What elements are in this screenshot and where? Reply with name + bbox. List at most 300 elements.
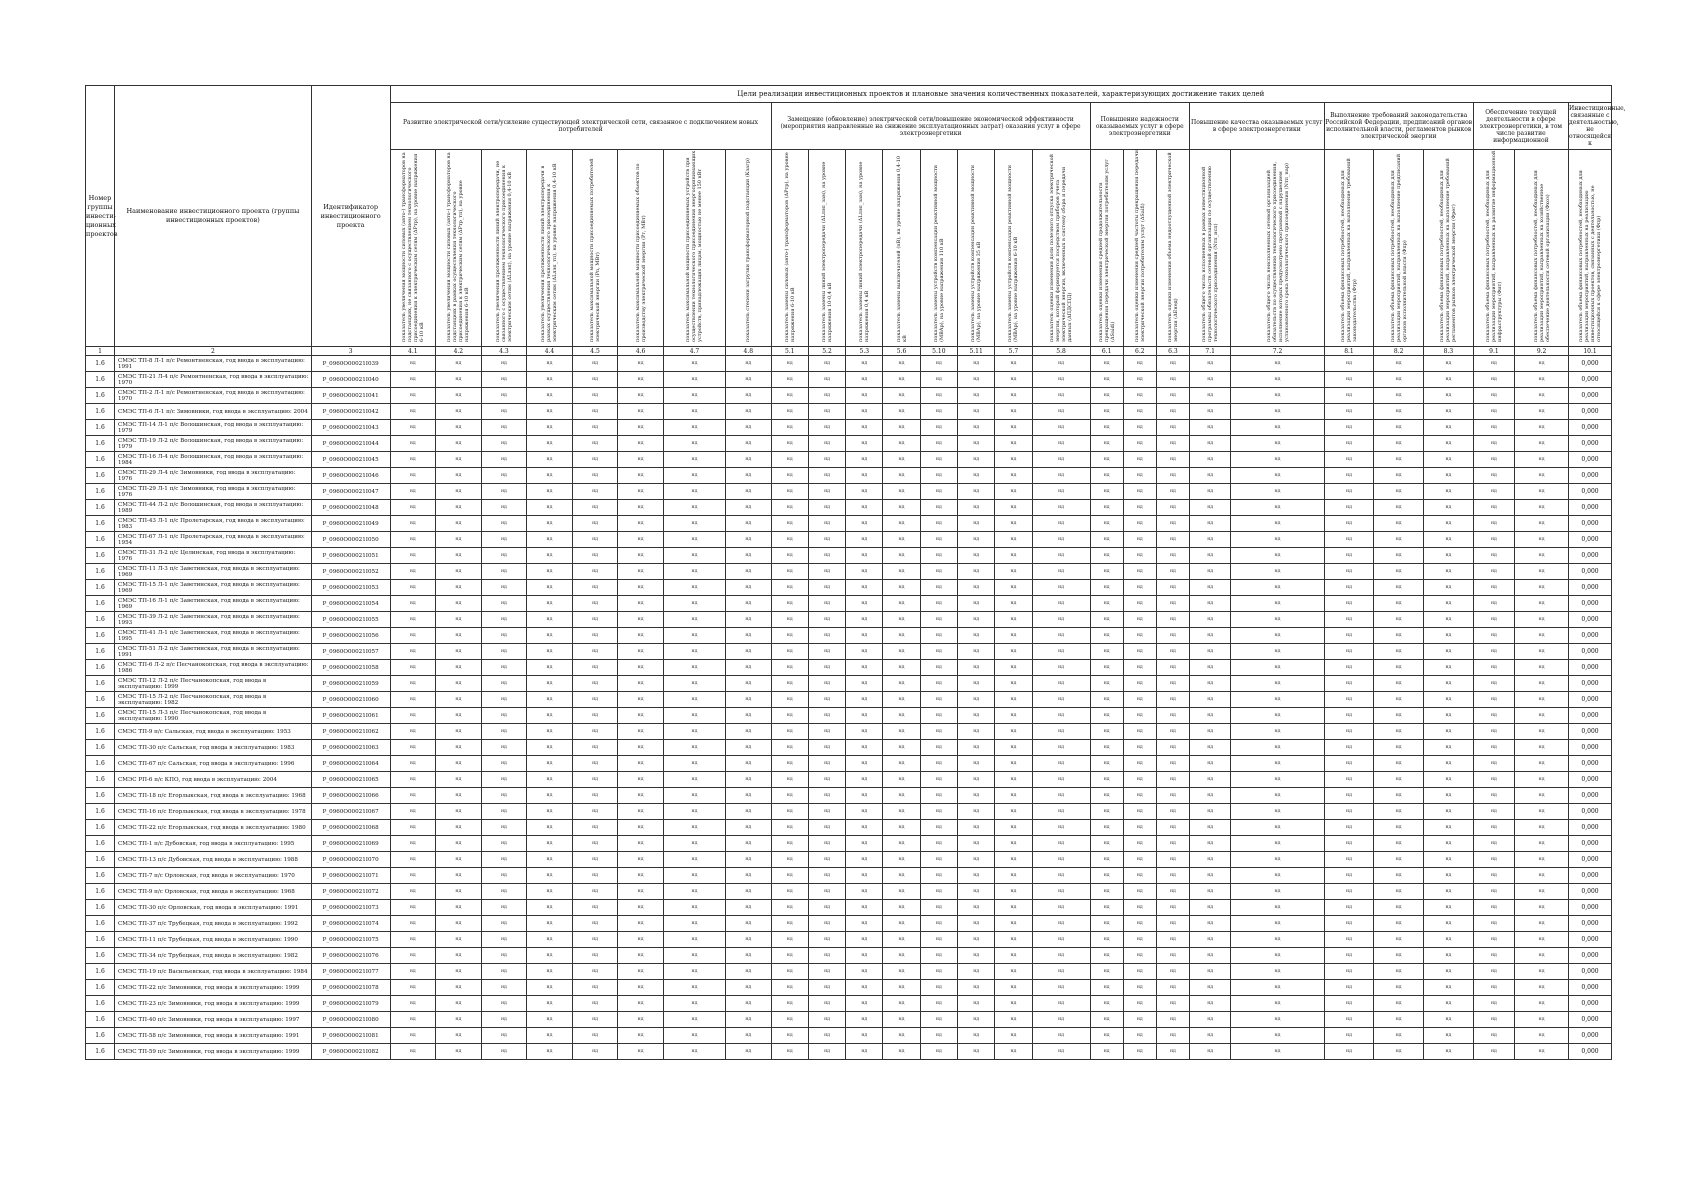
- indicator-value-cell: нд: [1515, 356, 1569, 372]
- indicator-value-cell: нд: [436, 820, 482, 836]
- indicator-value-cell: нд: [846, 820, 883, 836]
- indicator-value-cell: нд: [1156, 948, 1189, 964]
- indicator-value-cell: нд: [1324, 516, 1374, 532]
- indicator-value-cell: нд: [572, 468, 618, 484]
- header-row-super: [86, 86, 1612, 103]
- indicator-value-cell: нд: [436, 388, 482, 404]
- project-id-cell: P_0960O00021I081: [311, 1028, 390, 1044]
- indicator-value-cell: нд: [1189, 580, 1230, 596]
- indicator-value-cell: нд: [726, 452, 772, 468]
- indicator-value-cell: нд: [808, 932, 845, 948]
- indicator-value-cell: нд: [618, 516, 664, 532]
- indicator-value-cell: нд: [1473, 772, 1514, 788]
- project-id-cell: P_0960O00021I072: [311, 884, 390, 900]
- indicator-value-cell: нд: [1374, 852, 1424, 868]
- column-number: 4.1: [390, 347, 436, 356]
- column-number: 2: [115, 347, 312, 356]
- project-name-cell: СМЭС ТП-41 Л-1 п/с Заветинская, год ввода в эксплуатацию: 1995: [115, 628, 312, 644]
- indicator-header: [1189, 150, 1230, 347]
- indicator-value-cell: нд: [846, 516, 883, 532]
- indicator-value-cell: нд: [808, 724, 845, 740]
- indicator-value-cell: нд: [1032, 676, 1090, 692]
- table-row: [86, 660, 1612, 676]
- indicator-value-cell: нд: [1189, 436, 1230, 452]
- indicator-value-cell: нд: [1189, 1044, 1230, 1060]
- indicator-value-cell: нд: [846, 868, 883, 884]
- indicator-value-cell: нд: [663, 532, 725, 548]
- indicator-value-cell: нд: [1424, 612, 1474, 628]
- indicator-value-cell: нд: [958, 852, 995, 868]
- table-row: [86, 644, 1612, 660]
- indicator-value-cell: нд: [436, 516, 482, 532]
- indicator-value-cell: нд: [1424, 836, 1474, 852]
- indicator-value-cell: нд: [1123, 820, 1156, 836]
- investment-indicators-table: [85, 85, 1626, 1060]
- indicator-value-cell: нд: [618, 1028, 664, 1044]
- indicator-value-cell: нд: [771, 1012, 808, 1028]
- indicator-value-cell: нд: [958, 468, 995, 484]
- indicator-value-cell: нд: [481, 900, 527, 916]
- indicator-value-cell: нд: [1515, 532, 1569, 548]
- indicator-value-cell: нд: [1231, 820, 1324, 836]
- indicator-value-cell: нд: [663, 1012, 725, 1028]
- indicator-value-cell: нд: [481, 516, 527, 532]
- indicator-value-cell: нд: [883, 1044, 920, 1060]
- indicator-header-text: показатель максимальной мощности присоединяемых объектов по производству электрической энергии (Pг, МВт): [634, 163, 647, 342]
- indicator-value-cell: нд: [1424, 916, 1474, 932]
- indicator-value-cell: нд: [390, 596, 436, 612]
- indicator-value-cell: нд: [883, 356, 920, 372]
- indicator-value-cell: нд: [1324, 980, 1374, 996]
- indicator-value-cell: нд: [481, 772, 527, 788]
- indicator-value-cell: нд: [1515, 484, 1569, 500]
- indicator-value-cell: нд: [995, 708, 1032, 724]
- indicator-value-cell: нд: [1473, 660, 1514, 676]
- indicator-value-cell: нд: [1032, 580, 1090, 596]
- indicator-value-cell: нд: [1156, 532, 1189, 548]
- project-name-cell: СМЭС ТП-2 Л-1 п/с Ремонтненская, год ввода в эксплуатацию: 1970: [115, 388, 312, 404]
- indicator-value-cell: нд: [846, 1028, 883, 1044]
- indicator-value-cell: нд: [663, 788, 725, 804]
- indicator-value-cell: нд: [771, 980, 808, 996]
- indicator-value-cell: нд: [572, 596, 618, 612]
- project-id-cell: P_0960O00021I044: [311, 436, 390, 452]
- indicator-value-cell: нд: [1032, 404, 1090, 420]
- indicator-value-cell: нд: [663, 548, 725, 564]
- indicator-value-cell: нд: [920, 548, 957, 564]
- indicator-value-cell: нд: [1231, 468, 1324, 484]
- indicator-value-cell: нд: [920, 756, 957, 772]
- indicator-value-cell: нд: [1032, 964, 1090, 980]
- group-number-cell: 1.6: [86, 564, 115, 580]
- indicator-value-cell: нд: [1424, 660, 1474, 676]
- project-id-cell: P_0960O00021I049: [311, 516, 390, 532]
- indicator-value-cell: нд: [995, 468, 1032, 484]
- indicator-value-cell: нд: [1473, 612, 1514, 628]
- indicator-value-cell: нд: [1090, 948, 1123, 964]
- indicator-value-cell: нд: [958, 1012, 995, 1028]
- indicator-value-cell: нд: [771, 548, 808, 564]
- indicator-value-cell: нд: [1515, 804, 1569, 820]
- indicator-value-cell: нд: [436, 708, 482, 724]
- indicator-value-cell: нд: [1515, 692, 1569, 708]
- indicator-value-cell: нд: [920, 516, 957, 532]
- group-number-cell: 1.6: [86, 1012, 115, 1028]
- indicator-value-cell: нд: [1424, 500, 1474, 516]
- indicator-value-cell: нд: [1123, 468, 1156, 484]
- indicator-value-cell: нд: [572, 900, 618, 916]
- indicator-value-cell: нд: [846, 644, 883, 660]
- indicator-value-cell: нд: [1515, 516, 1569, 532]
- indicator-value-cell: нд: [527, 756, 573, 772]
- indicator-value-cell: нд: [572, 628, 618, 644]
- indicator-value-cell: нд: [726, 916, 772, 932]
- column-number: 5.6: [883, 347, 920, 356]
- indicator-value-cell: нд: [618, 468, 664, 484]
- indicator-value-cell: нд: [481, 868, 527, 884]
- indicator-value-cell: нд: [1374, 484, 1424, 500]
- indicator-value-cell: нд: [1473, 676, 1514, 692]
- indicator-value-cell: нд: [1189, 564, 1230, 580]
- indicator-value-cell: нд: [618, 628, 664, 644]
- indicator-value-cell: нд: [1090, 1012, 1123, 1028]
- indicator-value-cell: нд: [1123, 964, 1156, 980]
- goal-group-header: Выполнение требований законодательства Российской Федерации, предписаний органов исполнительной власти, регламентов рынков электрической энергии: [1324, 103, 1473, 150]
- project-id-cell: P_0960O00021I071: [311, 868, 390, 884]
- indicator-value-cell: нд: [1424, 356, 1474, 372]
- indicator-value-cell: нд: [436, 932, 482, 948]
- column-number: 4.5: [572, 347, 618, 356]
- indicator-value-cell: нд: [1123, 548, 1156, 564]
- indicator-header: [1032, 150, 1090, 347]
- indicator-value-cell: нд: [1424, 756, 1474, 772]
- project-name-cell: СМЭС ТП-18 п/с Егорлыкская, год ввода в эксплуатацию: 1968: [115, 788, 312, 804]
- indicator-value-cell: нд: [995, 884, 1032, 900]
- indicator-value-cell: нд: [1032, 564, 1090, 580]
- indicator-value-cell: нд: [1090, 356, 1123, 372]
- indicator-value-cell: нд: [481, 628, 527, 644]
- indicator-value-cell: нд: [771, 852, 808, 868]
- project-name-cell: СМЭС ТП-67 п/с Сальская, год ввода в эксплуатацию: 1996: [115, 756, 312, 772]
- indicator-value-cell: нд: [920, 788, 957, 804]
- indicator-value-cell: нд: [390, 660, 436, 676]
- table-row: [86, 580, 1612, 596]
- indicator-value-cell: нд: [808, 964, 845, 980]
- indicator-value-cell: нд: [1374, 916, 1424, 932]
- column-number-row: [86, 347, 1612, 356]
- indicator-value-cell: нд: [808, 548, 845, 564]
- indicator-header: [920, 150, 957, 347]
- indicator-value-cell: нд: [1473, 452, 1514, 468]
- indicator-value-cell: нд: [883, 996, 920, 1012]
- indicator-value-cell: нд: [1324, 452, 1374, 468]
- indicator-value-cell: 0,000: [1569, 724, 1612, 740]
- indicator-value-cell: нд: [572, 452, 618, 468]
- indicator-value-cell: 0,000: [1569, 468, 1612, 484]
- indicator-value-cell: нд: [920, 420, 957, 436]
- indicator-value-cell: нд: [663, 1044, 725, 1060]
- indicator-value-cell: нд: [883, 420, 920, 436]
- indicator-value-cell: нд: [808, 580, 845, 596]
- indicator-value-cell: нд: [663, 644, 725, 660]
- indicator-value-cell: нд: [995, 1044, 1032, 1060]
- indicator-value-cell: нд: [618, 372, 664, 388]
- group-number-cell: 1.6: [86, 420, 115, 436]
- indicator-value-cell: нд: [390, 740, 436, 756]
- indicator-value-cell: нд: [1324, 660, 1374, 676]
- indicator-value-cell: нд: [1090, 372, 1123, 388]
- indicator-value-cell: нд: [1156, 580, 1189, 596]
- indicator-value-cell: нд: [1032, 708, 1090, 724]
- table-row: [86, 484, 1612, 500]
- indicator-value-cell: нд: [808, 772, 845, 788]
- indicator-value-cell: нд: [1123, 1028, 1156, 1044]
- indicator-value-cell: нд: [1424, 996, 1474, 1012]
- indicator-value-cell: нд: [663, 372, 725, 388]
- indicator-value-cell: нд: [1231, 564, 1324, 580]
- indicator-value-cell: нд: [808, 628, 845, 644]
- indicator-value-cell: нд: [1231, 852, 1324, 868]
- indicator-value-cell: нд: [481, 356, 527, 372]
- indicator-value-cell: нд: [1090, 596, 1123, 612]
- indicator-value-cell: нд: [1515, 644, 1569, 660]
- indicator-value-cell: нд: [1374, 724, 1424, 740]
- indicator-value-cell: нд: [1156, 788, 1189, 804]
- indicator-value-cell: нд: [808, 836, 845, 852]
- indicator-header: [1324, 150, 1374, 347]
- indicator-value-cell: нд: [883, 900, 920, 916]
- indicator-header-text: показатель объема финансовых потребностей, необходимых для реализации мероприятий, направленных на выполнение требований законодательства (Фтр): [1339, 158, 1358, 342]
- indicator-value-cell: нд: [1156, 372, 1189, 388]
- indicator-value-cell: нд: [1424, 388, 1474, 404]
- indicator-value-cell: 0,000: [1569, 372, 1612, 388]
- indicator-value-cell: нд: [846, 388, 883, 404]
- column-number: 7.2: [1231, 347, 1324, 356]
- indicator-value-cell: нд: [1032, 948, 1090, 964]
- group-number-cell: 1.6: [86, 644, 115, 660]
- indicator-value-cell: нд: [1156, 404, 1189, 420]
- indicator-value-cell: нд: [726, 884, 772, 900]
- indicator-value-cell: нд: [1156, 980, 1189, 996]
- indicator-value-cell: нд: [618, 692, 664, 708]
- indicator-value-cell: нд: [572, 996, 618, 1012]
- indicator-value-cell: нд: [995, 564, 1032, 580]
- indicator-value-cell: нд: [1324, 724, 1374, 740]
- indicator-value-cell: нд: [1473, 868, 1514, 884]
- indicator-value-cell: нд: [1473, 756, 1514, 772]
- indicator-value-cell: нд: [390, 532, 436, 548]
- indicator-value-cell: нд: [995, 996, 1032, 1012]
- indicator-value-cell: нд: [618, 852, 664, 868]
- indicator-value-cell: нд: [1424, 372, 1474, 388]
- indicator-value-cell: нд: [726, 564, 772, 580]
- table-row: [86, 740, 1612, 756]
- indicator-value-cell: нд: [1156, 564, 1189, 580]
- indicator-value-cell: нд: [1374, 1012, 1424, 1028]
- indicator-value-cell: нд: [1374, 372, 1424, 388]
- indicator-value-cell: нд: [1374, 836, 1424, 852]
- indicator-value-cell: 0,000: [1569, 948, 1612, 964]
- indicator-value-cell: нд: [618, 996, 664, 1012]
- group-number-cell: 1.6: [86, 1044, 115, 1060]
- indicator-value-cell: нд: [1473, 404, 1514, 420]
- table-row: [86, 820, 1612, 836]
- indicator-value-cell: нд: [1156, 516, 1189, 532]
- indicator-value-cell: нд: [1374, 708, 1424, 724]
- indicator-value-cell: нд: [390, 372, 436, 388]
- indicator-value-cell: нд: [1424, 964, 1474, 980]
- indicator-value-cell: нд: [846, 564, 883, 580]
- indicator-value-cell: нд: [958, 580, 995, 596]
- indicator-value-cell: нд: [1123, 692, 1156, 708]
- indicator-value-cell: 0,000: [1569, 740, 1612, 756]
- indicator-value-cell: 0,000: [1569, 996, 1612, 1012]
- indicator-value-cell: нд: [1156, 484, 1189, 500]
- group-number-cell: 1.6: [86, 788, 115, 804]
- indicator-value-cell: нд: [771, 964, 808, 980]
- indicator-value-cell: нд: [1324, 948, 1374, 964]
- indicator-value-cell: нд: [920, 852, 957, 868]
- indicator-value-cell: нд: [1324, 612, 1374, 628]
- indicator-value-cell: нд: [436, 660, 482, 676]
- indicator-value-cell: нд: [527, 644, 573, 660]
- group-number-cell: 1.6: [86, 932, 115, 948]
- indicator-value-cell: нд: [995, 756, 1032, 772]
- indicator-value-cell: нд: [1231, 676, 1324, 692]
- indicator-value-cell: нд: [883, 388, 920, 404]
- indicator-value-cell: нд: [1324, 420, 1374, 436]
- indicator-value-cell: нд: [1424, 740, 1474, 756]
- indicator-value-cell: нд: [527, 868, 573, 884]
- indicator-value-cell: нд: [1156, 436, 1189, 452]
- indicator-value-cell: нд: [618, 660, 664, 676]
- indicator-value-cell: нд: [436, 548, 482, 564]
- indicator-value-cell: нд: [1123, 756, 1156, 772]
- project-id-cell: P_0960O00021I039: [311, 356, 390, 372]
- table-row: [86, 1044, 1612, 1060]
- indicator-value-cell: нд: [1156, 1028, 1189, 1044]
- indicator-value-cell: нд: [995, 500, 1032, 516]
- indicator-value-cell: нд: [527, 596, 573, 612]
- indicator-value-cell: нд: [1123, 388, 1156, 404]
- indicator-value-cell: нд: [1231, 772, 1324, 788]
- indicator-value-cell: нд: [1515, 980, 1569, 996]
- indicator-value-cell: нд: [958, 596, 995, 612]
- indicator-value-cell: нд: [1424, 420, 1474, 436]
- indicator-value-cell: нд: [1473, 724, 1514, 740]
- indicator-value-cell: нд: [920, 740, 957, 756]
- indicator-value-cell: 0,000: [1569, 564, 1612, 580]
- indicator-value-cell: нд: [1231, 932, 1324, 948]
- indicator-value-cell: нд: [771, 692, 808, 708]
- indicator-value-cell: нд: [883, 452, 920, 468]
- indicator-value-cell: нд: [1515, 596, 1569, 612]
- indicator-value-cell: нд: [1189, 1028, 1230, 1044]
- table-row: [86, 628, 1612, 644]
- indicator-value-cell: нд: [883, 788, 920, 804]
- indicator-value-cell: нд: [846, 836, 883, 852]
- table-row: [86, 516, 1612, 532]
- indicator-value-cell: 0,000: [1569, 436, 1612, 452]
- indicator-value-cell: нд: [995, 868, 1032, 884]
- indicator-value-cell: нд: [1032, 724, 1090, 740]
- indicator-value-cell: нд: [618, 932, 664, 948]
- indicator-value-cell: нд: [481, 836, 527, 852]
- indicator-value-cell: нд: [846, 916, 883, 932]
- indicator-header-text: показатель объема финансовых потребностей, необходимых для реализации мероприятий, направленных на развитие информационной инфраструктуры (Фит): [1484, 150, 1503, 342]
- indicator-value-cell: нд: [958, 372, 995, 388]
- indicator-value-cell: нд: [1231, 500, 1324, 516]
- column-number: 10.1: [1569, 347, 1612, 356]
- table-row: [86, 420, 1612, 436]
- indicator-value-cell: нд: [390, 500, 436, 516]
- indicator-value-cell: нд: [995, 356, 1032, 372]
- indicator-value-cell: нд: [1123, 580, 1156, 596]
- indicator-value-cell: нд: [1324, 964, 1374, 980]
- table-row: [86, 692, 1612, 708]
- project-name-cell: СМЭС ТП-15 Л-2 п/с Песчанокопская, год ввода в эксплуатацию: 1982: [115, 692, 312, 708]
- indicator-value-cell: нд: [995, 836, 1032, 852]
- indicator-header: [1231, 150, 1324, 347]
- table-row: [86, 372, 1612, 388]
- indicator-value-cell: нд: [1189, 852, 1230, 868]
- indicator-value-cell: нд: [846, 436, 883, 452]
- indicator-value-cell: нд: [618, 596, 664, 612]
- indicator-value-cell: нд: [436, 740, 482, 756]
- indicator-value-cell: нд: [1473, 596, 1514, 612]
- indicator-value-cell: нд: [726, 772, 772, 788]
- indicator-value-cell: нд: [663, 420, 725, 436]
- indicator-value-cell: нд: [1424, 516, 1474, 532]
- indicator-value-cell: нд: [846, 900, 883, 916]
- project-name-cell: СМЭС ТП-51 Л-2 п/с Заветинская, год ввода в эксплуатацию: 1991: [115, 644, 312, 660]
- indicator-value-cell: нд: [572, 484, 618, 500]
- indicator-value-cell: нд: [1123, 500, 1156, 516]
- column-number: 4.4: [527, 347, 573, 356]
- indicator-value-cell: нд: [1515, 772, 1569, 788]
- indicator-value-cell: нд: [771, 1028, 808, 1044]
- indicator-value-cell: нд: [1123, 436, 1156, 452]
- indicator-value-cell: нд: [1189, 404, 1230, 420]
- indicator-value-cell: нд: [481, 452, 527, 468]
- indicator-value-cell: нд: [1473, 1044, 1514, 1060]
- indicator-value-cell: нд: [390, 932, 436, 948]
- indicator-value-cell: нд: [726, 612, 772, 628]
- indicator-value-cell: нд: [663, 772, 725, 788]
- indicator-value-cell: нд: [572, 1012, 618, 1028]
- indicator-value-cell: нд: [958, 660, 995, 676]
- indicator-value-cell: нд: [920, 356, 957, 372]
- indicator-value-cell: нд: [390, 420, 436, 436]
- indicator-header-text: показатель замены силовых (авто-) трансформаторов (ΔPтр), на уровне напряжения 6-10 кВ: [783, 152, 796, 342]
- indicator-value-cell: нд: [663, 820, 725, 836]
- indicator-value-cell: нд: [436, 532, 482, 548]
- indicator-value-cell: нд: [920, 948, 957, 964]
- group-number-cell: 1.6: [86, 676, 115, 692]
- indicator-value-cell: нд: [920, 868, 957, 884]
- indicator-value-cell: нд: [726, 900, 772, 916]
- indicator-value-cell: нд: [1123, 356, 1156, 372]
- indicator-value-cell: нд: [1324, 628, 1374, 644]
- indicator-value-cell: нд: [1156, 628, 1189, 644]
- indicator-value-cell: нд: [808, 436, 845, 452]
- indicator-value-cell: нд: [771, 484, 808, 500]
- indicator-value-cell: нд: [883, 1012, 920, 1028]
- indicator-value-cell: 0,000: [1569, 772, 1612, 788]
- indicator-value-cell: нд: [390, 484, 436, 500]
- indicator-value-cell: нд: [771, 756, 808, 772]
- column-number: 4.2: [436, 347, 482, 356]
